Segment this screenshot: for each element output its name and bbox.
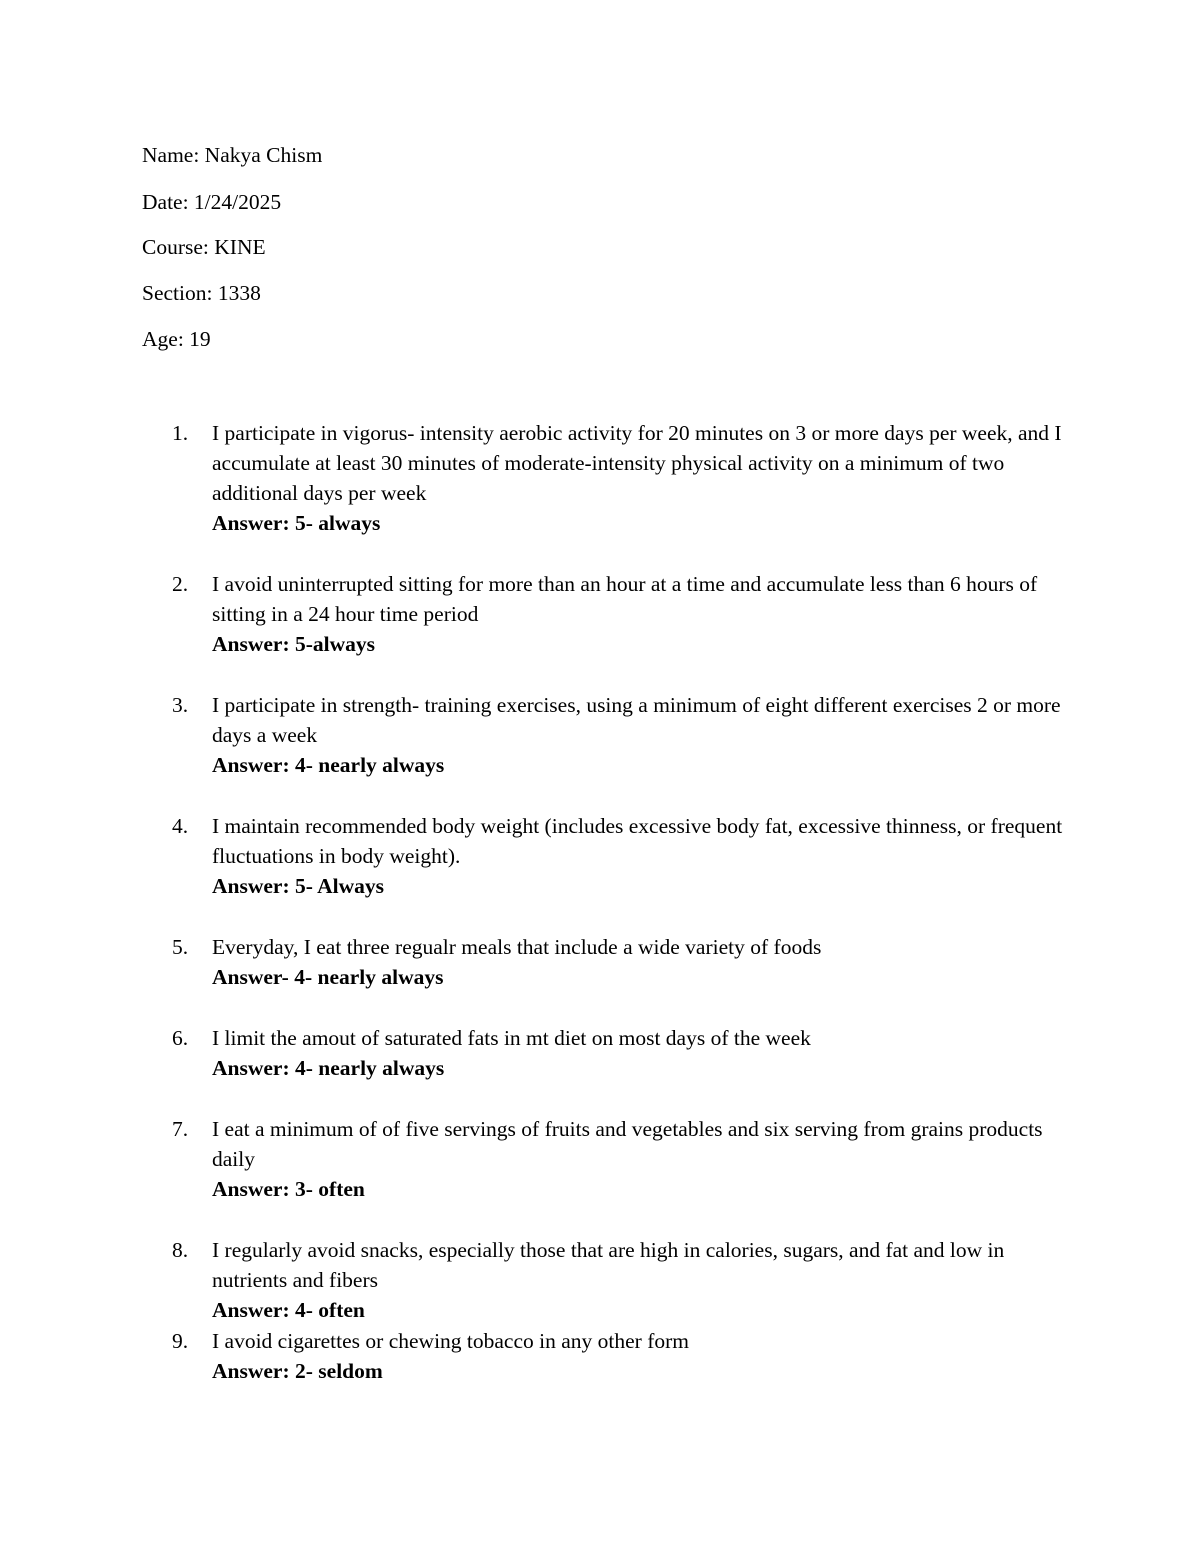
question-text: I eat a minimum of of five servings of fruits and vegetables and six serving from grains products daily xyxy=(212,1117,1043,1171)
date-line: Date: 1/24/2025 xyxy=(142,190,282,214)
question-number: 7. xyxy=(172,1117,189,1141)
question-answer: Answer: 4- often xyxy=(212,1298,365,1322)
question-number: 5. xyxy=(172,935,189,959)
question-number: 8. xyxy=(172,1238,189,1262)
question-text: I participate in vigorus- intensity aerobic activity for 20 minutes on 3 or more days per week, and I accumulate at least 30 minutes of moderate-intensity physical activity on a minimum of two additional days per week xyxy=(212,421,1062,505)
question-text: I participate in strength- training exercises, using a minimum of eight different exercises 2 or more days a week xyxy=(212,693,1061,747)
question-text: I regularly avoid snacks, especially those that are high in calories, sugars, and fat and low in nutrients and fibers xyxy=(212,1238,1005,1292)
question-text: I avoid cigarettes or chewing tobacco in any other form xyxy=(212,1329,689,1353)
question-number: 3. xyxy=(172,693,189,717)
question-answer: Answer: 3- often xyxy=(212,1177,365,1201)
question-number: 4. xyxy=(172,814,189,838)
question-answer: Answer: 2- seldom xyxy=(212,1359,383,1383)
question-answer: Answer: 5- Always xyxy=(212,874,384,898)
question-number: 6. xyxy=(172,1026,189,1050)
question-text: I limit the amout of saturated fats in mt diet on most days of the week xyxy=(212,1026,811,1050)
question-number: 9. xyxy=(172,1329,189,1353)
question-answer: Answer: 5-always xyxy=(212,632,376,656)
course-line: Course: KINE xyxy=(142,235,266,259)
question-answer: Answer: 4- nearly always xyxy=(212,1056,445,1080)
student-name: Name: Nakya Chism xyxy=(142,143,323,167)
question-answer: Answer: 4- nearly always xyxy=(212,753,445,777)
question-number: 2. xyxy=(172,572,189,596)
question-text: I maintain recommended body weight (includes excessive body fat, excessive thinness, or frequent fluctuations in body weight). xyxy=(212,814,1063,868)
question-text: I avoid uninterrupted sitting for more than an hour at a time and accumulate less than 6 hours of sitting in a 24 hour time period xyxy=(212,572,1038,626)
question-number: 1. xyxy=(172,421,189,445)
section-line: Section: 1338 xyxy=(142,281,261,305)
question-answer: Answer: 5- always xyxy=(212,511,381,535)
question-answer: Answer- 4- nearly always xyxy=(212,965,444,989)
question-text: Everyday, I eat three regualr meals that include a wide variety of foods xyxy=(212,935,822,959)
age-line: Age: 19 xyxy=(142,327,211,351)
